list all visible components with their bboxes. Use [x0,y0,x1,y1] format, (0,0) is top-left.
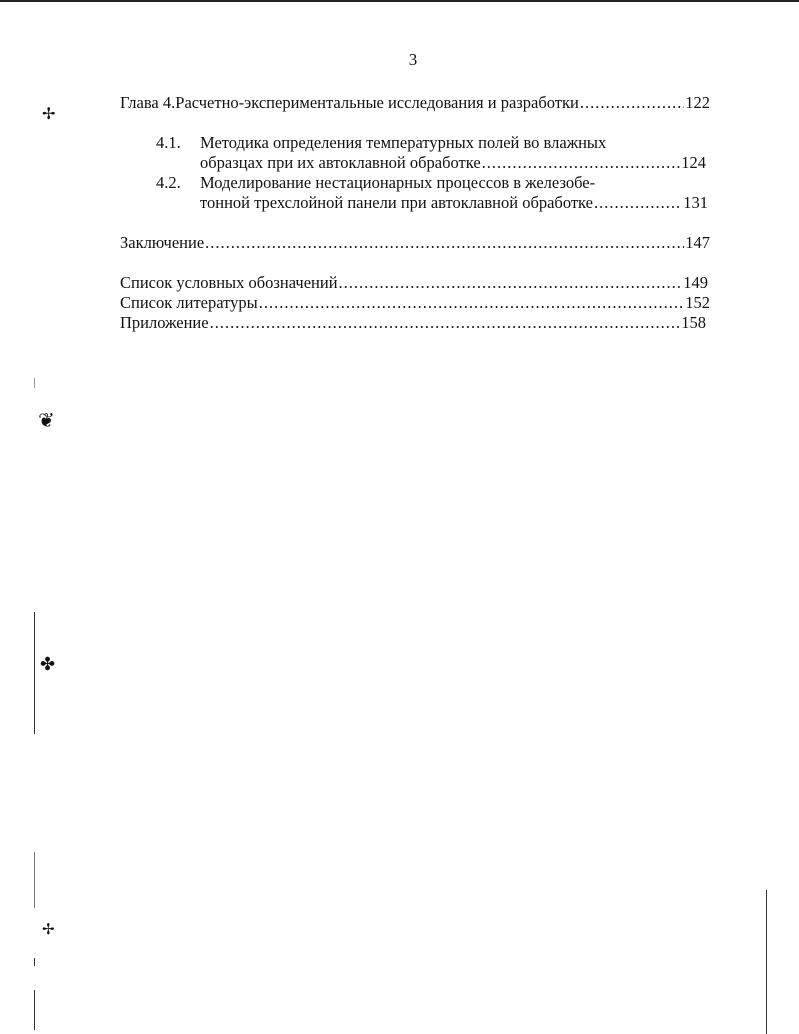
section-4-2-number: 4.2. [156,173,181,192]
chapter-number-label: Глава 4. [120,93,176,112]
scan-top-border [0,0,799,2]
toc-symbols-list [120,273,708,293]
toc-appendix [120,313,706,333]
toc-conclusion [120,233,710,253]
dot-leader [482,153,681,173]
dot-leader [259,293,685,313]
dot-leader [210,313,681,333]
binding-hole-mark: ✢ [42,920,55,938]
binding-hole-mark: ✤ [40,654,56,675]
scan-edge-line [766,890,767,1034]
section-4-1-title-line1: Методика определения температурных полей во влажных [200,133,607,152]
toc-references [120,293,710,313]
conclusion-page: 147 [685,233,710,252]
toc-section-4-2 [200,193,708,213]
scan-edge-line [34,852,35,908]
binding-hole-mark: ✢ [42,104,56,123]
chapter-title: Расчетно-экспериментальные исследования и разработки [175,93,579,112]
dot-leader [594,193,682,213]
dot-leader [205,233,684,253]
dot-leader [580,93,684,113]
toc-section-4-1 [200,153,706,173]
section-4-2-title-line1: Моделирование нестационарных процессов в железобе- [200,173,596,192]
section-4-1-title-line2: образцах при их автоклавной обработке [200,153,481,172]
dot-leader [339,273,683,293]
section-4-2-title-line2: тонной трехслойной панели при автоклавной обработке [200,193,593,212]
chapter-page: 122 [685,93,710,112]
appendix-page: 158 [681,313,706,332]
scan-edge-line [34,958,35,966]
scan-edge-line [34,378,35,388]
scan-edge-line [34,990,35,1030]
scan-edge-line [34,612,35,734]
page-number: 3 [408,50,418,69]
conclusion-title: Заключение [120,233,205,252]
section-4-1-number: 4.1. [156,133,181,152]
section-4-2-page: 131 [683,193,708,212]
symbols-list-title: Список условных обозначений [120,273,338,292]
toc-chapter-4 [120,93,710,113]
binding-hole-mark: ❦ [38,408,55,432]
symbols-list-page: 149 [683,273,708,292]
section-4-1-page: 124 [681,153,706,172]
appendix-title: Приложение [120,313,209,332]
references-title: Список литературы [120,293,258,312]
references-page: 152 [685,293,710,312]
